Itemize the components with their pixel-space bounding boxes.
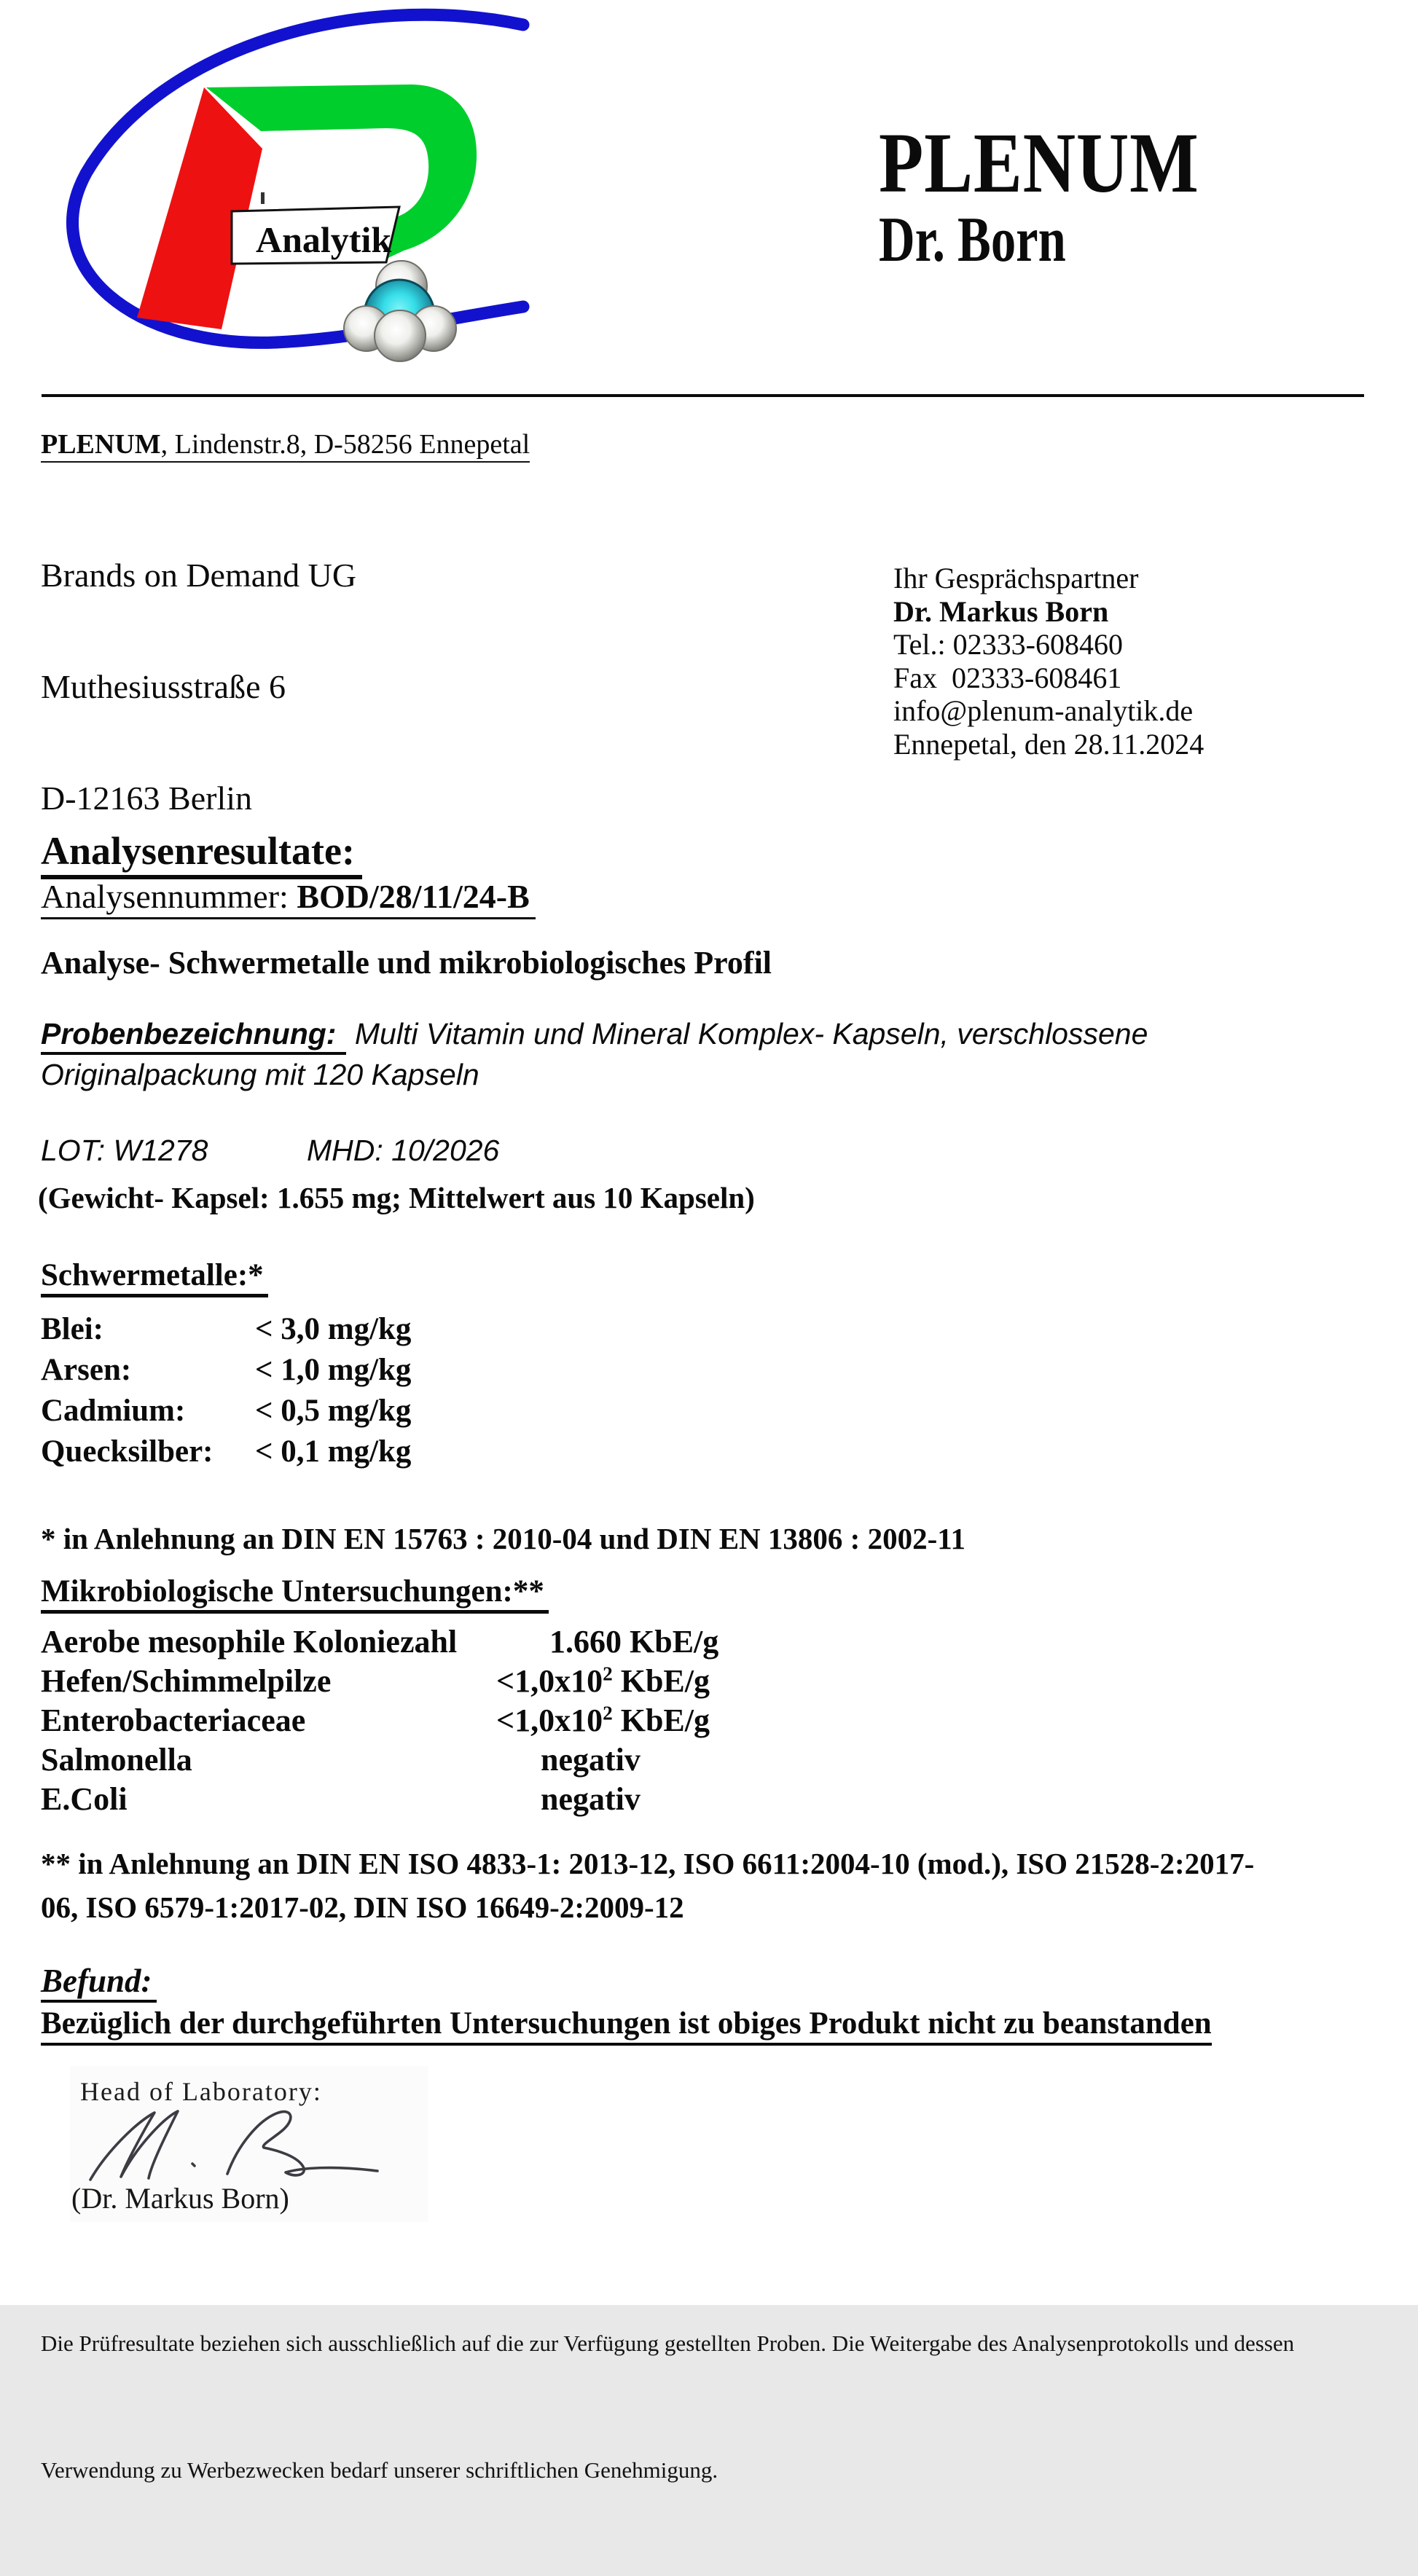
- analytik-badge-label: Analytik: [256, 219, 392, 260]
- findings-statement: Bezüglich der durchgeführten Untersuchungen ist obiges Produkt nicht zu beanstanden: [41, 2006, 1212, 2046]
- recipient-company: Brands on Demand UG: [41, 557, 357, 594]
- table-row: [0, 1702, 1020, 1740]
- microbiology-heading: Mikrobiologische Untersuchungen:**: [41, 1575, 549, 1614]
- sample-designation-line2: Originalpackung mit 120 Kapseln: [41, 1058, 479, 1091]
- brand-subtitle: Dr. Born: [879, 205, 1066, 275]
- metal-value: < 0,1 mg/kg: [255, 1434, 412, 1469]
- signature-block: [70, 2066, 428, 2222]
- metal-label: Blei:: [41, 1312, 103, 1346]
- signature-icon: [85, 2104, 405, 2184]
- micro-label: Enterobacteriaceae: [41, 1703, 306, 1738]
- table-row: [0, 1623, 1020, 1661]
- metal-value: < 3,0 mg/kg: [255, 1312, 412, 1346]
- contact-email: info@plenum-analytik.de: [893, 694, 1194, 727]
- footer-line2: Verwendung zu Werbezwecken bedarf unserer schriftlichen Genehmigung.: [41, 2457, 718, 2483]
- table-row: [0, 1741, 1020, 1779]
- recipient-city: D-12163 Berlin: [41, 780, 253, 817]
- lot-number: LOT: W1278: [41, 1134, 208, 1167]
- signatory-name: (Dr. Markus Born): [71, 2182, 289, 2215]
- findings-heading: Befund:: [41, 1964, 157, 2003]
- sample-designation-label: Probenbezeichnung:: [41, 1017, 346, 1055]
- table-row: [0, 1434, 802, 1472]
- recipient-street: Muthesiusstraße 6: [41, 668, 286, 705]
- contact-phone: Tel.: 02333-608460: [893, 628, 1123, 661]
- analysis-number-value: BOD/28/11/24-B: [297, 878, 530, 915]
- sender-name: PLENUM: [41, 429, 161, 460]
- metal-value: < 1,0 mg/kg: [255, 1353, 412, 1387]
- heavy-metals-heading: Schwermetalle:*: [41, 1259, 268, 1297]
- sender-address: , Lindenstr.8, D-58256 Ennepetal: [160, 429, 530, 460]
- sample-designation-line1: [41, 1017, 1148, 1051]
- analysis-number-label: Analysennummer:: [41, 878, 297, 915]
- header-divider: [42, 394, 1364, 397]
- metal-label: Cadmium:: [41, 1394, 186, 1428]
- capsule-weight-note: (Gewicht- Kapsel: 1.655 mg; Mittelwert aus 10 Kapseln): [38, 1181, 755, 1214]
- results-heading: Analysenresultate:: [41, 830, 362, 879]
- microbiology-footnote-line2: 06, ISO 6579-1:2017-02, DIN ISO 16649-2:2009-12: [41, 1890, 684, 1924]
- microbiology-footnote-line1: ** in Anlehnung an DIN EN ISO 4833-1: 2013-12, ISO 6611:2004-10 (mod.), ISO 21528-2:2017-: [41, 1847, 1255, 1880]
- micro-value: 1.660 KbE/g: [549, 1624, 719, 1660]
- contact-block: [893, 562, 1204, 761]
- analysis-title: Analyse- Schwermetalle und mikrobiologisches Profil: [41, 945, 772, 981]
- sender-line: [41, 428, 530, 460]
- metal-label: Arsen:: [41, 1353, 132, 1387]
- table-row: [0, 1352, 802, 1390]
- sample-designation-text: Multi Vitamin und Mineral Komplex- Kapseln, verschlossene: [346, 1017, 1148, 1051]
- contact-person: Dr. Markus Born: [893, 594, 1109, 628]
- micro-label: Salmonella: [41, 1742, 192, 1778]
- heavy-metals-footnote: * in Anlehnung an DIN EN 15763 : 2010-04 und DIN EN 13806 : 2002-11: [41, 1522, 965, 1555]
- analysis-number-line: [41, 879, 536, 919]
- micro-value: negativ: [541, 1742, 641, 1778]
- molecule-icon: [344, 261, 456, 361]
- micro-label: E.Coli: [41, 1781, 128, 1817]
- table-row: [0, 1662, 1020, 1700]
- micro-value: $<1,0x10^2$ KbE/g: [496, 1662, 710, 1699]
- contact-intro: Ihr Gesprächspartner: [893, 562, 1139, 594]
- metal-value: < 0,5 mg/kg: [255, 1394, 412, 1428]
- contact-fax: Fax 02333-608461: [893, 661, 1122, 694]
- contact-dateline: Ennepetal, den 28.11.2024: [893, 727, 1204, 761]
- brand-title: PLENUM: [879, 115, 1199, 211]
- expiry-date: MHD: 10/2026: [307, 1134, 500, 1167]
- micro-label: Hefen/Schimmelpilze: [41, 1663, 332, 1699]
- table-row: [0, 1393, 802, 1431]
- table-row: [0, 1780, 1020, 1818]
- signature-role: Head of Laboratory:: [80, 2077, 322, 2106]
- micro-value: $<1,0x10^2$ KbE/g: [496, 1702, 710, 1738]
- metal-label: Quecksilber:: [41, 1434, 214, 1469]
- table-row: [0, 1311, 802, 1349]
- logo-tick-mark: [261, 192, 265, 204]
- footer-disclaimer: [41, 2238, 1294, 2576]
- logo-graphic: [13, 6, 523, 369]
- micro-label: Aerobe mesophile Koloniezahl: [41, 1624, 458, 1660]
- logo-p-stem-red: [137, 87, 262, 329]
- footer-line1: Die Prüfresultate beziehen sich ausschließlich auf die zur Verfügung gestellten Proben. Die Weitergabe des Analysenprotokolls und dessen: [41, 2330, 1295, 2356]
- micro-value: negativ: [541, 1781, 641, 1817]
- plenum-analytik-logo: [13, 6, 523, 369]
